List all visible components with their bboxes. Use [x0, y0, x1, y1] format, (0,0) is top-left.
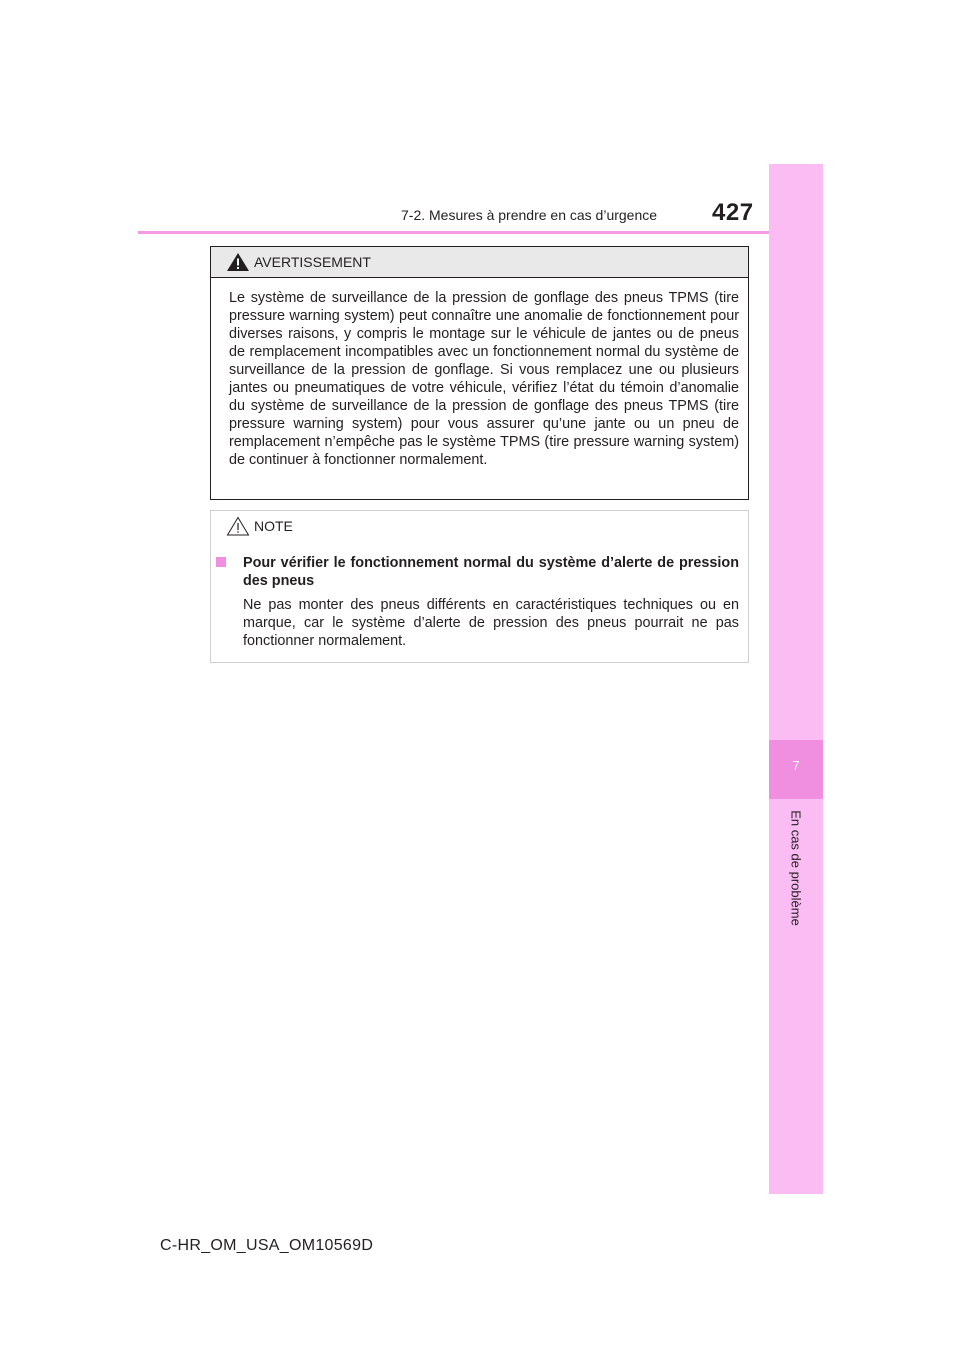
note-item-text: Ne pas monter des pneus différents en caractéristiques techniques ou en marque, car le système d’alerte de pression des pneus pourrait ne pas fonctionner normalement.	[243, 597, 739, 649]
warning-label: AVERTISSEMENT	[254, 254, 371, 270]
note-header	[211, 511, 748, 541]
square-bullet-icon	[216, 557, 226, 567]
chapter-title: En cas de problème	[788, 810, 804, 926]
warning-box	[210, 246, 749, 500]
chapter-number-block	[769, 740, 823, 799]
chapter-side-tab	[769, 164, 823, 1194]
header-section-title: 7-2. Mesures à prendre en cas d’urgence	[401, 207, 658, 223]
chapter-number: 7	[792, 758, 800, 773]
caution-outline-icon	[226, 516, 250, 536]
warning-text: Le système de surveillance de la pression de gonflage des pneus TPMS (tire pressure warning system) peut connaître une anomalie de fonctionnement pour diverses raisons, y compris le montage sur le véhicule de jantes ou de pneus de remplacement incompatibles avec un fonctionnement normal du système de surveillance de la pression de gonflage. Si vous remplacez une ou plusieurs jantes ou pneumatiques de votre véhicule, vérifiez l’état du témoin d’anomalie du système de surveillance de la pression de gonflage des pneus TPMS (tire pressure warning system) pour vous assurer qu’une jante ou un pneu de remplacement n’empêche pas le système TPMS (tire pressure warning system) de continuer à fonctionner normalement.	[229, 290, 739, 468]
document-code: C-HR_OM_USA_OM10569D	[160, 1237, 374, 1254]
page-number: 427	[712, 199, 754, 226]
note-item	[211, 554, 739, 650]
warning-triangle-icon	[226, 252, 250, 272]
header-divider	[138, 231, 823, 234]
note-label: NOTE	[254, 518, 293, 534]
note-box	[210, 510, 749, 663]
note-item-title: Pour vérifier le fonctionnement normal du système d’alerte de pression des pneus	[243, 555, 739, 589]
warning-header	[211, 247, 748, 278]
